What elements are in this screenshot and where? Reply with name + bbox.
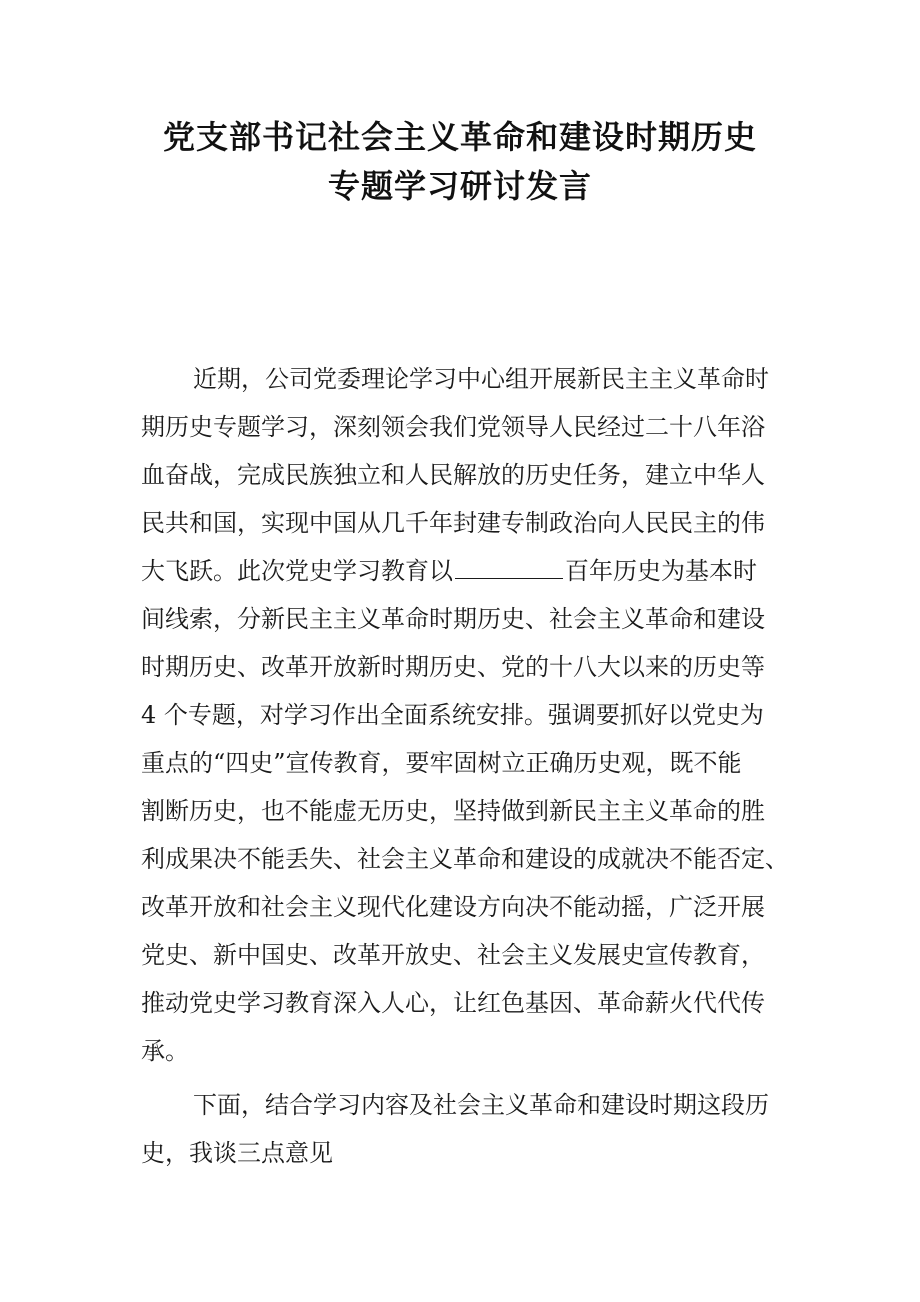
text-line: 血奋战，完成民族独立和人民解放的历史任务，建立中华人 xyxy=(141,461,765,489)
text-segment: 大飞跃。此次党史学习教育以 xyxy=(141,557,453,585)
text-line: 利成果决不能丢失、社会主义革命和建设的成就决不能否定、 xyxy=(141,845,789,873)
text-line: 推动党史学习教育深入人心，让红色基因、革命薪火代代传 xyxy=(141,989,765,1017)
text-line: 民共和国，实现中国从几千年封建专制政治向人民民主的伟 xyxy=(141,509,765,537)
paragraph-transition xyxy=(141,1081,781,1177)
text-line: 4 个专题，对学习作出全面系统安排。强调要抓好以党史为 xyxy=(141,701,764,729)
text-line: 下面，结合学习内容及社会主义革命和建设时期这段历 xyxy=(193,1091,769,1119)
document-title-line-1: 党支部书记社会主义革命和建设时期历史 xyxy=(162,118,757,156)
text-line: 期历史专题学习，深刻领会我们党领导人民经过二十八年浴 xyxy=(141,413,765,441)
text-line: 时期历史、改革开放新时期历史、党的十八大以来的历史等 xyxy=(141,653,765,681)
text-line: 重点的“四史”宣传教育，要牢固树立正确历史观，既不能 xyxy=(141,749,742,777)
text-line: 间线索，分新民主主义革命时期历史、社会主义革命和建设 xyxy=(141,605,765,633)
document-title-line-2: 专题学习研讨发言 xyxy=(327,167,592,205)
text-line-with-blank xyxy=(141,547,781,595)
text-line: 近期，公司党委理论学习中心组开展新民主主义革命时 xyxy=(193,365,769,393)
text-line: 承。 xyxy=(141,1037,189,1065)
text-segment: 百年历史为基本时 xyxy=(565,557,757,585)
text-line: 改革开放和社会主义现代化建设方向决不能动摇，广泛开展 xyxy=(141,893,765,921)
fill-in-blank xyxy=(455,556,563,579)
paragraph-intro xyxy=(141,355,789,1075)
text-line: 割断历史，也不能虚无历史，坚持做到新民主主义革命的胜 xyxy=(141,797,765,825)
text-line: 党史、新中国史、改革开放史、社会主义发展史宣传教育， xyxy=(141,941,765,969)
text-line: 史，我谈三点意见 xyxy=(141,1139,333,1167)
